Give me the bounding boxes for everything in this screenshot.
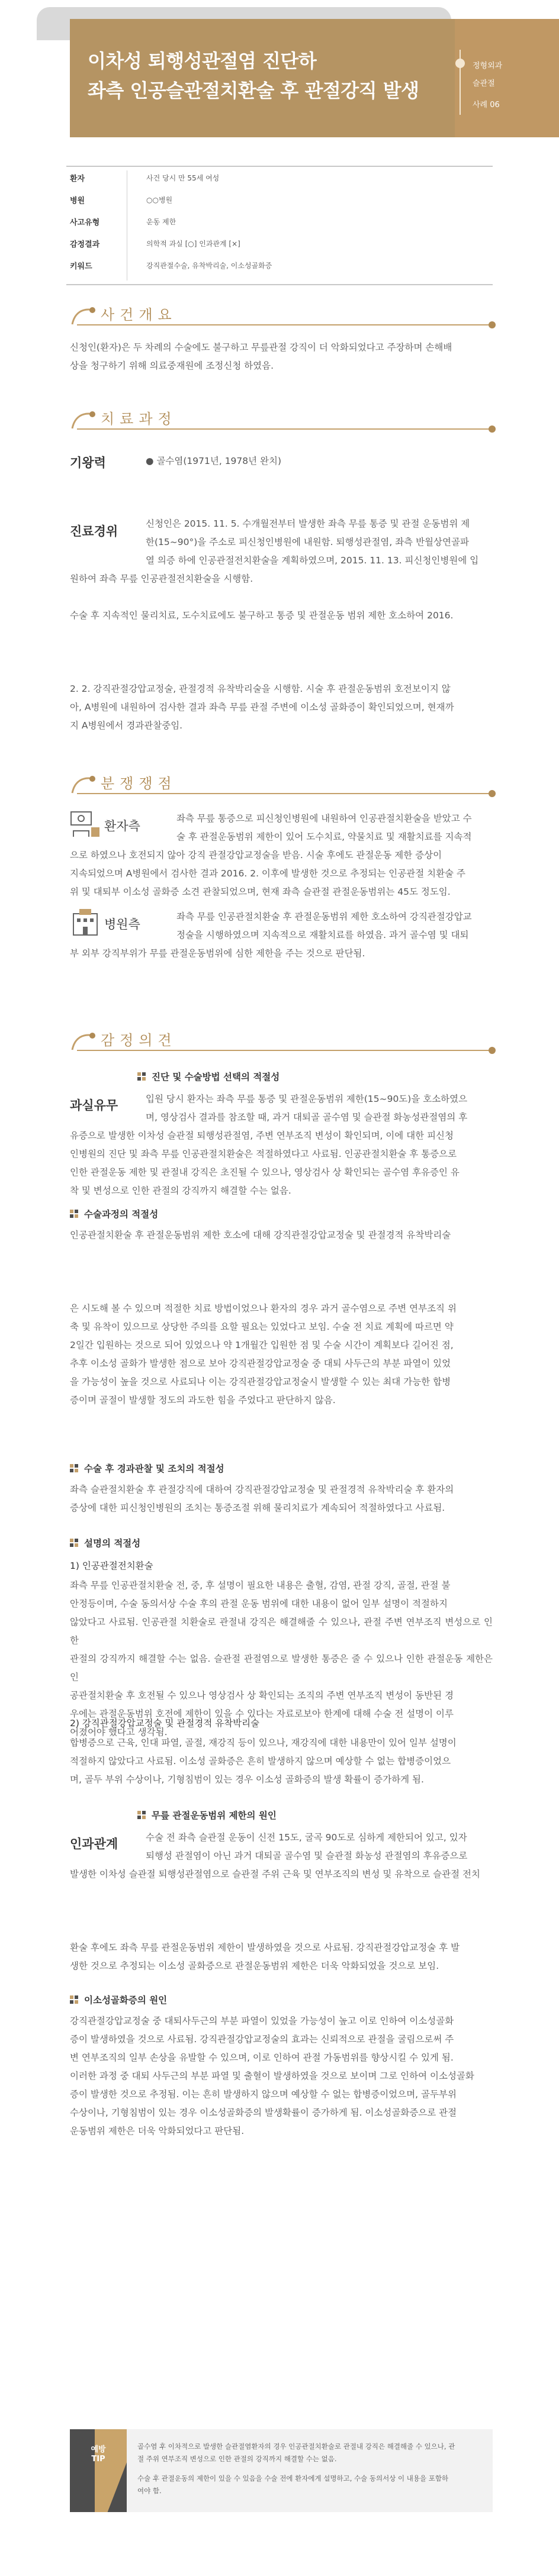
s4-sub2-title: 2) 강직관절강압교정술 및 관절경적 유착박리술 (70, 1718, 260, 1729)
history-value: ● 골수염(1971년, 1978년 완치) (146, 456, 282, 466)
s4-sub1-text: 좌측 무릎 인공관절치환술 전, 중, 후 설명이 필요한 내용은 출혈, 감염, 관절 강직, 골절, 관절 불 안정등이며, 수술 동의서상 수술 후의 관절 운동 범위에 대한 내용이 없어 일부 설명이 적절하지 않았다고 사료됨. 인공관절 치환술로 관절내 강직은 해결해줄 수 있으나, 관절 주변 연부조직 변성으로 인한 관절의 강직까지 해결할 수는 없음. 슬관절 관절염으로 발생한 통증은 줄 수 있으나 인한 관절운동 제한은 인 공관절치환술 후 호전될 수 있으나 영상검사 상 확인되는 조직의 주변 연부조직 변성이 동반된 경 우에는 관절운동범위 호전에 제한이 있을 수 있다는 자료로보아 한계에 대해 수술 전 설명이 이루 어졌어야 했다고 생각됨. (70, 1580, 493, 1737)
info-value-patient: 사건 당시 만 55세 여성 (146, 174, 220, 182)
section-rule-opinion (77, 1050, 491, 1051)
s1-title: 진단 및 수술방법 선택의 적절성 (152, 1072, 280, 1082)
bullet-icon (137, 1811, 146, 1819)
course-label: 진료경위 (70, 524, 118, 539)
s3-text: 좌측 슬관절치환술 후 관절강직에 대하여 강직관절강압교정술 및 관절경적 유착박리술 후 환자의 증상에 대한 피신청인병원의 조치는 통증조절 위해 물리치료가 계속되어 적절하였다고 사료됨. (70, 1484, 454, 1513)
info-label-result: 감정결과 (70, 240, 100, 249)
bullet-icon (70, 1995, 78, 2004)
section-rule-end-dot (489, 1047, 496, 1054)
section-rule-dispute (77, 793, 491, 794)
patient-claim-indented: 좌측 무릎 통증으로 피신청인병원에 내원하여 인공관절치환술을 받았고 수 술 후 관절운동범위 제한이 있어 도수치료, 약물치료 및 재활치료를 지속적 (176, 813, 472, 842)
info-table-top-rule (66, 166, 493, 167)
section-title-treatment: 치료과정 (101, 411, 177, 427)
hospital-side-label: 병원측 (104, 917, 140, 931)
section-rule-end-dot (489, 790, 496, 797)
doctor-icon (70, 810, 101, 839)
fault-label: 과실유무 (70, 1098, 118, 1113)
header-body-part: 슬관절 (473, 79, 495, 88)
c1-title: 무릎 관절운동범위 제한의 원인 (152, 1810, 277, 1821)
page-title-line1: 이차성 퇴행성관절염 진단하 (88, 50, 317, 72)
c1-text: 발생한 이차성 슬관절 퇴행성관절염으로 슬관절 주위 근육 및 연부조직의 변성 및 유착으로 슬관절 전치 환술 후에도 좌측 무릎 관절운동범위 제한이 발생하였을 것으로 사료됨. 강직관절강압교정술 후 발 생한 것으로 추정되는 이소성 골화증으로 관절운동범위 제한은 더욱 악화되었을 것으로 보임. (70, 1869, 480, 1971)
hospital-icon (70, 908, 101, 937)
course-text: 원하여 좌측 무릎 인공관절전치환술을 시행함. 수술 후 지속적인 물리치료, 도수치료에도 불구하고 통증 및 관절운동 범위 제한 호소하여 2016. 2. 2. 강직관절강압교정술, 관절경적 유착박리술을 시행함. 시술 후 관절운동범위 호전보이지 않 아, A병원에 내원하여 검사한 결과 좌측 무릎 관절 주변에 이소성 골화증이 확인되었으며, 현재까 지 A병원에서 경과관찰중임. (70, 573, 454, 731)
overview-text: 신청인(환자)은 두 차례의 수술에도 불구하고 무릎관절 강직이 더 악화되었다고 주장하며 손해배 상을 청구하기 위해 의료중재원에 조정신청 하였음. (70, 342, 452, 371)
hospital-claim-text: 부 외부 강직부위가 무릎 관절운동범위에 심한 제한을 주는 것으로 판단됨. (70, 948, 365, 959)
s3-title: 수술 후 경과관찰 및 조치의 적절성 (84, 1463, 224, 1474)
section-title-overview: 사건개요 (101, 307, 177, 323)
info-table-bottom-rule (66, 284, 493, 285)
header-case-number: 사례 06 (473, 101, 500, 109)
header-dot (455, 59, 465, 68)
info-label-accident-type: 사고유형 (70, 218, 100, 227)
info-label-patient: 환자 (70, 175, 85, 183)
s1-text: 유증으로 발생한 이차성 슬관절 퇴행성관절염, 주변 연부조직 변성이 확인되며, 이에 대한 피신청 인병원의 진단 및 좌측 무릎 인공관절치환술은 적절하였다고 사료됨. 인공관절치환술 후 통증으로 인한 관절운동 제한 및 관절내 강직은 초진될 수 있으나, 영상검사 상 확인되는 골수염 후유증인 유 착 및 변성으로 인한 관절의 강직까지 해결할 수는 없음. (70, 1130, 460, 1196)
tip-text: 골수염 후 이차적으로 발생한 슬관절염환자의 경우 인공관절치환술로 관절내 강직은 해결해줄 수 있으나, 관 절 주위 연부조직 변성으로 인한 관절의 강직까지 해결할 수는 없음. 수술 후 관절운동의 제한이 있을 수 있음을 수술 전에 환자에게 설명하고, 수술 동의서상 이 내용을 포함하 여야 함. (137, 2442, 455, 2495)
s4-sub2-text: 합병증으로 근육, 인대 파열, 골절, 재강직 등이 있으나, 재강직에 대한 내용만이 있어 일부 설명이 적절하지 않았다고 사료됨. 이소성 골화증은 흔히 발생하지 않으며 예상할 수 없는 합병증이었으 며, 골두 부위 수상이나, 기형침범이 있는 경우 이소성 골화증의 발생 확률이 증가하게 됨. (70, 1737, 457, 1785)
header-side-band (455, 19, 559, 137)
patient-side-label: 환자측 (104, 819, 140, 833)
section-rule-end-dot (489, 321, 496, 328)
section-rule-overview (77, 324, 491, 325)
course-text-indented: 신청인은 2015. 11. 5. 수개월전부터 발생한 좌측 무릎 통증 및 관절 운동범위 제 한(15~90°)을 주소로 피신청인병원에 내원함. 퇴행성관절염, 좌측 반월상연골파 열 의증 하에 인공관절전치환술을 계획하였으며, 2015. 11. 13. 피신청인병원에 입 (146, 518, 479, 566)
c2-title: 이소성골화증의 원인 (84, 1995, 168, 2006)
causal-label: 인과관계 (70, 1837, 118, 1851)
header-specialty: 정형외과 (473, 62, 503, 70)
info-value-accident-type: 운동 제한 (146, 218, 176, 226)
info-value-hospital: ○○병원 (146, 196, 173, 204)
patient-claim-text: 으로 하였으나 호전되지 않아 강직 관절강압교정술을 받음. 시술 후에도 관절운동 제한 증상이 지속되었으며 A병원에서 검사한 결과 2016. 2. 이후에 발생한 것으로 추정되는 인공관절 치환술 주 위 및 대퇴부 이소성 골화증 소견 관찰되었으며, 현재 좌측 슬관절 관절운동범위는 45도 정도임. (70, 850, 465, 897)
bullet-icon (70, 1539, 78, 1547)
s4-title: 설명의 적절성 (84, 1538, 141, 1549)
section-title-opinion: 감정의견 (101, 1032, 177, 1049)
history-label: 기왕력 (70, 456, 106, 470)
section-title-dispute: 분쟁쟁점 (101, 775, 177, 792)
s2-text: 인공관절치환술 후 관절운동범위 제한 호소에 대해 강직관절강압교정술 및 관절경적 유착박리술 은 시도해 볼 수 있으며 적절한 치료 방법이었으나 환자의 경우 과거 골수염으로 주변 연부조직 위 축 및 유착이 있으므로 상당한 주의를 요할 필요는 있었다고 보임. 수술 전 치료 계획에 따르면 약 2일간 입원하는 것으로 되어 있었으나 약 1개월간 입원한 점 및 수술 시간이 계획보다 길어진 점, 추후 이소성 골화가 발생한 점으로 보아 강직관절강압교정술 중 대퇴 사두근의 부분 파열이 있었 을 가능성이 높을 것으로 사료되나 이는 강직관절강압교정술시 발생할 수 있는 최대 가능한 합병 증이며 골절이 발생할 정도의 과도한 힘을 주었다고 판단하지 않음. (70, 1230, 457, 1405)
s4-sub1-title: 1) 인공관절전치환술 (70, 1561, 153, 1571)
info-value-keyword: 강직관절수술, 유착박리술, 이소성골화증 (146, 262, 272, 270)
bullet-icon (137, 1072, 146, 1081)
tip-label-1: 예방 (91, 2445, 106, 2454)
info-label-keyword: 키워드 (70, 262, 92, 271)
page-title-line2: 좌측 인공슬관절치환술 후 관절강직 발생 (88, 79, 419, 102)
tip-label-2: TIP (91, 2455, 105, 2464)
section-rule-end-dot (489, 425, 496, 433)
bullet-icon (70, 1464, 78, 1472)
c1-text-indented: 수술 전 좌측 슬관절 운동이 신전 15도, 굴곡 90도로 심하게 제한되어 있고, 있자 퇴행성 관절염이 아닌 과거 대퇴골 골수염 및 슬관절 화농성 관절염의 후유증으로 (146, 1832, 468, 1861)
bullet-icon (70, 1210, 78, 1218)
s1-text-indented: 입원 당시 환자는 좌측 무릎 통증 및 관절운동범위 제한(15~90도)을 호소하였으 며, 영상검사 결과를 참조할 때, 과거 대퇴골 골수염 및 슬관절 화농성관절염의 후 (146, 1094, 468, 1123)
info-value-result: 의학적 과실 [○] 인과관계 [×] (146, 240, 240, 248)
s2-title: 수술과정의 적절성 (84, 1209, 159, 1220)
section-rule-treatment (77, 428, 491, 430)
c2-text: 강직관절강압교정술 중 대퇴사두근의 부분 파열이 있었을 가능성이 높고 이로 인하여 이소성골화 증이 발생하였을 것으로 사료됨. 강직관절강압교정술의 효과는 신뢰적으로 관절을 굴림으로써 주 변 연부조직의 일부 손상을 유발할 수 있으며, 이로 인하여 관절 가동범위를 향상시킬 수 있게 됨. 이러한 과정 중 대퇴 사두근의 부분 파열 및 출혈이 발생하였을 것으로 보이며 그로 인하여 이소성골화 증이 발생한 것으로 추정됨. 이는 흔히 발생하지 않으며 예상할 수 없는 합병증이었으며, 골두부위 수상이나, 기형침범이 있는 경우 이소성골화증의 발생확률이 증가하게 됨. 이소성골화증으로 관절 운동범위 제한은 더욱 악화되었다고 판단됨. (70, 2016, 474, 2136)
hospital-claim-indented: 좌측 무릎 인공관절치환술 후 관절운동범위 제한 호소하여 강직관절강압교 정술을 시행하였으며 지속적으로 재활치료를 하였음. 과거 골수염 및 대퇴 (176, 911, 472, 940)
info-label-hospital: 병원 (70, 196, 85, 205)
